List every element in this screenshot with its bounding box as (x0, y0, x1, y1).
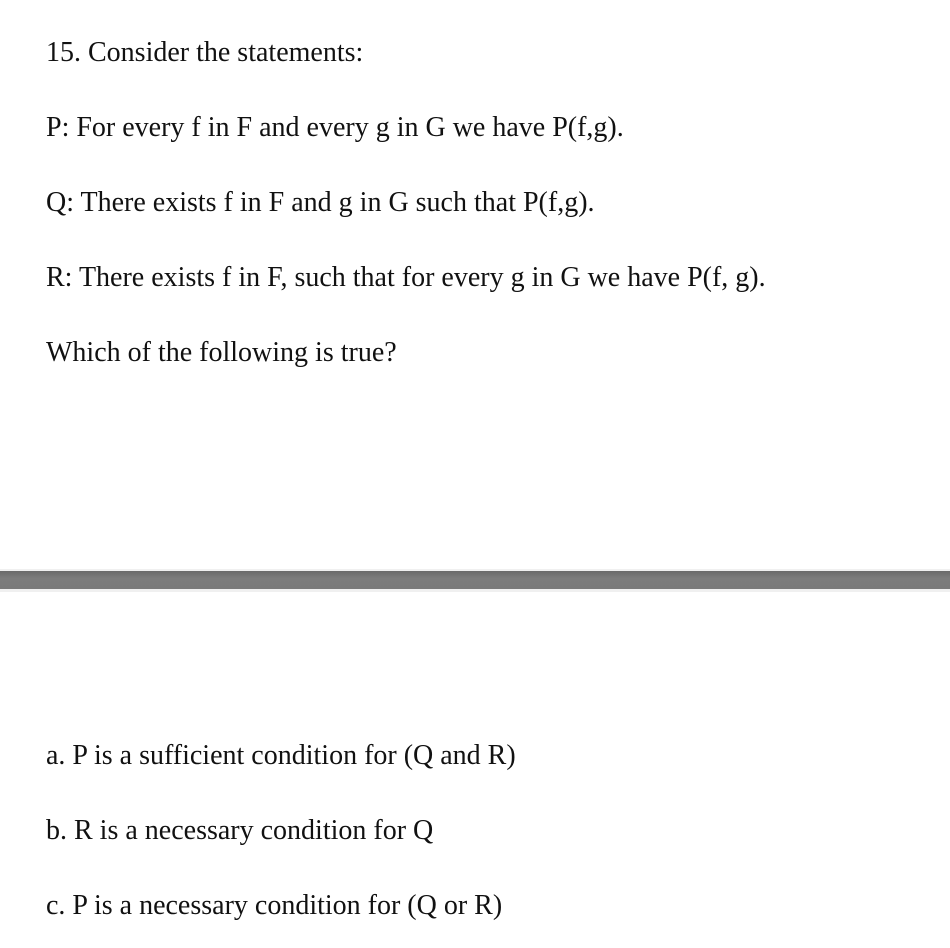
option-b: b. R is a necessary condition for Q (46, 815, 434, 846)
question-header: 15. Consider the statements: (46, 37, 364, 68)
option-a: a. P is a sufficient condition for (Q and R) (46, 740, 516, 771)
separator-bar (0, 571, 950, 589)
statement-q: Q: There exists f in F and g in G such that P(f,g). (46, 187, 595, 218)
statement-p: P: For every f in F and every g in G we have P(f,g). (46, 112, 624, 143)
question-prompt: Which of the following is true? (46, 337, 397, 368)
statement-r: R: There exists f in F, such that for every g in G we have P(f, g). (46, 262, 766, 293)
page-separator (0, 569, 950, 592)
option-c: c. P is a necessary condition for (Q or R) (46, 890, 503, 921)
